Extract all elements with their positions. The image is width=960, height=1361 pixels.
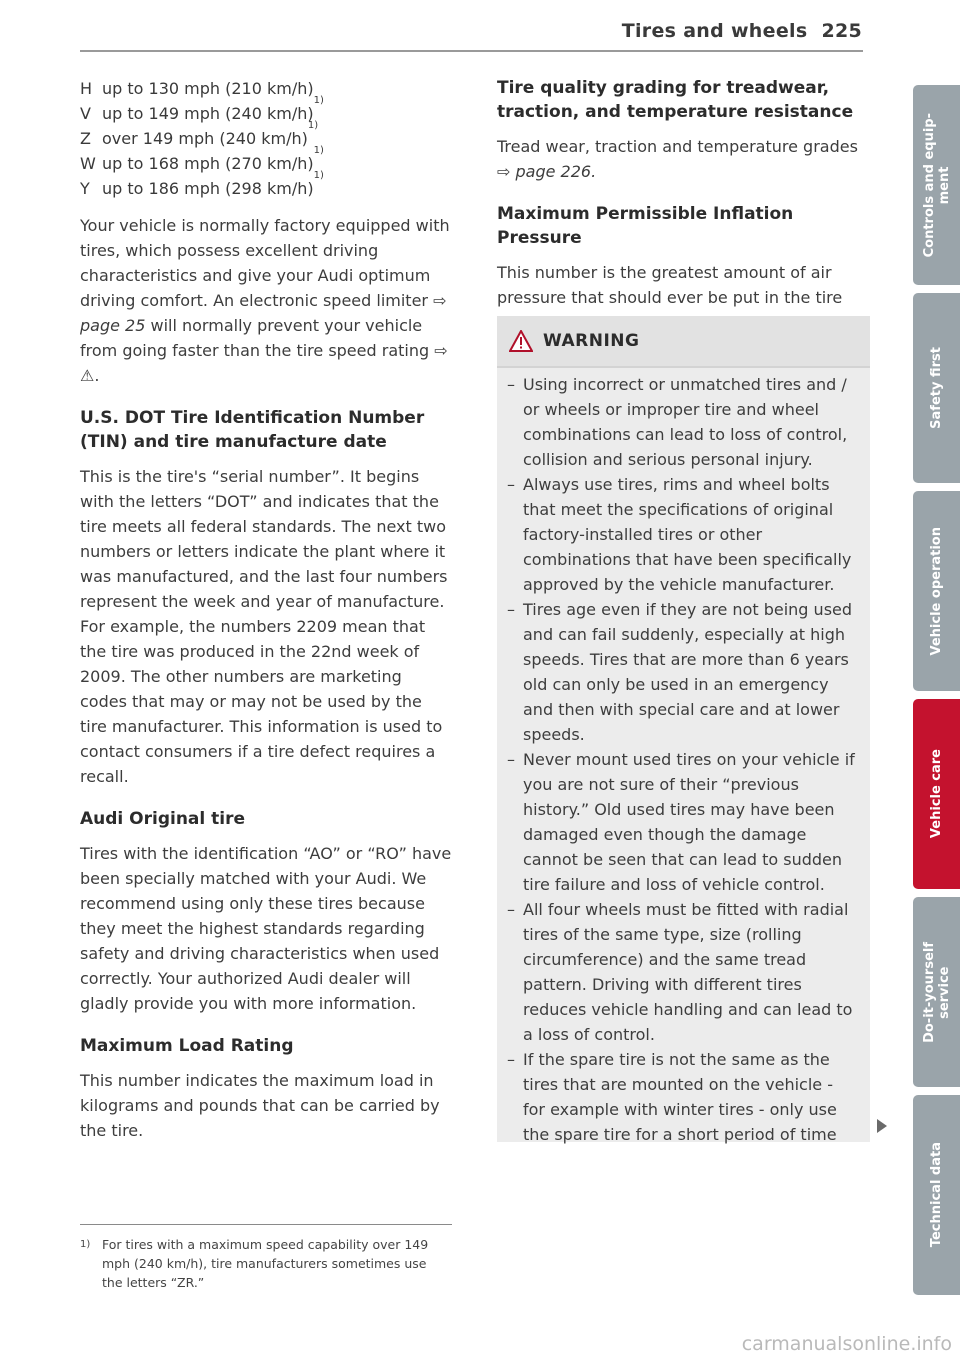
- load-rating-heading: Maximum Load Rating: [80, 1036, 294, 1056]
- footnote-ref[interactable]: 1): [313, 170, 324, 181]
- speed-code: Y: [80, 179, 90, 198]
- warning-list: [497, 368, 870, 1147]
- footnote-rule: [80, 1224, 452, 1225]
- speed-text: up to 130 mph (210 km/h): [102, 79, 314, 98]
- tab-label: Vehicle operation: [929, 526, 944, 656]
- footnote-ref[interactable]: 1): [307, 120, 319, 131]
- load-rating-paragraph: This number indicates the maximum load in kilograms and pounds that can be carried by the tire.: [80, 1071, 440, 1140]
- original-tire-heading: Audi Original tire: [80, 809, 246, 829]
- right-column: [497, 76, 869, 347]
- quality-grading-paragraph: [497, 134, 869, 184]
- warning-item-text: Tires age even if they are not being used and can fail suddenly, especially at high speeds. Tires that are more than 6 years old can only be used in an emergency and then with special care and at lower speeds.: [523, 600, 853, 744]
- quality-grading-heading: Tire quality grading for treadwear, traction, and temperature resistance: [497, 78, 854, 122]
- speed-text: up to 149 mph (240 km/h): [102, 104, 314, 123]
- speed-rating-list: [80, 76, 452, 201]
- tin-paragraph: This is the tire's “serial number”. It begins with the letters “DOT” and indicates that the tire meets all federal standards. The next two numbers or letters indicate the plant where it was manufactured, and the last four numbers represent the week and year of manufacture. For example, the numbers 2209 mean that the tire was produced in the 22nd week of 2009. The other numbers are marketing codes that may or may not be used by the tire manufacturer. This information is used to contact consumers if a tire defect requires a recall.: [80, 467, 448, 786]
- footnote-ref[interactable]: 1): [313, 95, 324, 106]
- warning-header: [497, 316, 870, 368]
- page-226-link[interactable]: ⇨ page 226.: [497, 162, 597, 181]
- speed-code: V: [80, 104, 91, 123]
- tin-heading: U.S. DOT Tire Identification Number (TIN) and tire manufacture date: [80, 408, 425, 452]
- speed-rating-row: [80, 145, 452, 176]
- tab-vehicle-care[interactable]: [913, 699, 960, 889]
- warning-box: [497, 316, 870, 1142]
- warning-item: – Never mount used tires on your vehicle if you are not sure of their “previous history.” Old used tires may have been damaged even though the damage cannot be seen that can lead to sudden tire failure and loss of vehicle control.: [507, 750, 855, 894]
- speed-rating-row: [80, 76, 452, 101]
- page-25-link[interactable]: ⇨ page 25: [80, 291, 447, 335]
- warning-item: – If the spare tire is not the same as the tires that are mounted on the vehicle - for example with winter tires - only use the spare tire for a short period of time: [507, 1050, 837, 1144]
- warning-item-text: Always use tires, rims and wheel bolts that meet the specifications of original factory-installed tires or other combinations that have been specifically approved by the vehicle manufacturer.: [523, 475, 852, 594]
- footnote-ref[interactable]: 1): [313, 145, 324, 156]
- header-rule: [80, 50, 863, 52]
- speed-rating-row: [80, 95, 452, 126]
- intro-text: Your vehicle is normally factory equipped with tires, which possess excellent driving characteristics and give your Audi optimum driving comfort. An electronic speed limiter: [80, 216, 450, 310]
- tab-controls-and-equipment[interactable]: [913, 85, 960, 285]
- speed-code: W: [80, 154, 96, 173]
- inflation-paragraph: This number is the greatest amount of air pressure that should ever be put in the tire: [497, 263, 843, 307]
- speed-text: up to 186 mph (298 km/h): [102, 179, 314, 198]
- warning-item-text: Using incorrect or unmatched tires and / or wheels or improper tire and wheel combinations can lead to loss of control, collision and serious personal injury.: [523, 375, 848, 469]
- footnote: [80, 1235, 452, 1292]
- warning-item: – Tires age even if they are not being used and can fail suddenly, especially at high speeds. Tires that are more than 6 years old can only be used in an emergency and then with special care and at lower speeds.: [507, 600, 853, 744]
- speed-text: up to 168 mph (270 km/h): [102, 154, 314, 173]
- tab-vehicle-operation[interactable]: [913, 491, 960, 691]
- quality-text: Tread wear, traction and temperature grades: [497, 137, 858, 156]
- left-column: [80, 76, 452, 1155]
- footnote-mark: 1): [80, 1239, 91, 1250]
- tab-label: Controls and equip- ment: [921, 112, 952, 258]
- tab-do-it-yourself-service[interactable]: [913, 897, 960, 1087]
- running-head: [622, 20, 862, 42]
- continue-arrow-icon[interactable]: [877, 1119, 887, 1133]
- speed-text: over 149 mph (240 km/h): [102, 129, 308, 148]
- tab-technical-data[interactable]: [913, 1095, 960, 1295]
- tab-label: Technical data: [929, 1142, 944, 1248]
- tab-safety-first[interactable]: [913, 293, 960, 483]
- speed-code: H: [80, 79, 93, 98]
- page-number: 225: [821, 20, 862, 42]
- warning-item: – All four wheels must be fitted with radial tires of the same type, size (rolling circumference) and the same tread pattern. Driving with different tires reduces vehicle handling and can lead to a loss of control.: [507, 900, 853, 1044]
- warning-item: – Using incorrect or unmatched tires and / or wheels or improper tire and wheel combinations can lead to loss of control, collision and serious personal injury.: [507, 375, 848, 469]
- intro-paragraph: [80, 213, 452, 388]
- tab-label: Vehicle care: [929, 749, 944, 839]
- inflation-heading: Maximum Permissible Inflation Pressure: [497, 204, 794, 248]
- warning-item-text: If the spare tire is not the same as the tires that are mounted on the vehicle - for example with winter tires - only use the spare tire for a short period of time: [523, 1050, 837, 1144]
- original-tire-paragraph: Tires with the identification “AO” or “RO” have been specially matched with your Audi. We recommend using only these tires because they meet the highest standards regarding safety and driving characteristics when used correctly. Your authorized Audi dealer will gladly provide you with more information.: [80, 844, 452, 1013]
- warning-item: – Always use tires, rims and wheel bolts that meet the specifications of original factory-installed tires or other combinations that have been specifically approved by the vehicle manufacturer.: [507, 475, 852, 594]
- section-title: Tires and wheels: [621, 20, 808, 42]
- speed-rating-row: [80, 120, 452, 151]
- tab-label: Do-it-yourself service: [921, 941, 952, 1043]
- speed-code: Z: [80, 129, 91, 148]
- watermark: carmanualsonline.info: [741, 1333, 952, 1355]
- warning-triangle-icon: [509, 330, 533, 352]
- tab-label: Safety first: [929, 347, 944, 429]
- warning-item-text: Never mount used tires on your vehicle if you are not sure of their “previous history.” Old used tires may have been damaged even though the damage cannot be seen that can lead to sudden tire failure and loss of vehicle control.: [523, 750, 855, 894]
- intro-text-end: will normally prevent your vehicle from going faster than the tire speed rating ⇨ ⚠.: [80, 316, 448, 385]
- speed-rating-row: [80, 170, 452, 201]
- warning-title: WARNING: [543, 331, 640, 351]
- footnote-text: For tires with a maximum speed capability over 149 mph (240 km/h), tire manufacturers sometimes use the letters “ZR.”: [102, 1237, 429, 1290]
- warning-item-text: All four wheels must be fitted with radial tires of the same type, size (rolling circumference) and the same tread pattern. Driving with different tires reduces vehicle handling and can lead to a loss of control.: [523, 900, 853, 1044]
